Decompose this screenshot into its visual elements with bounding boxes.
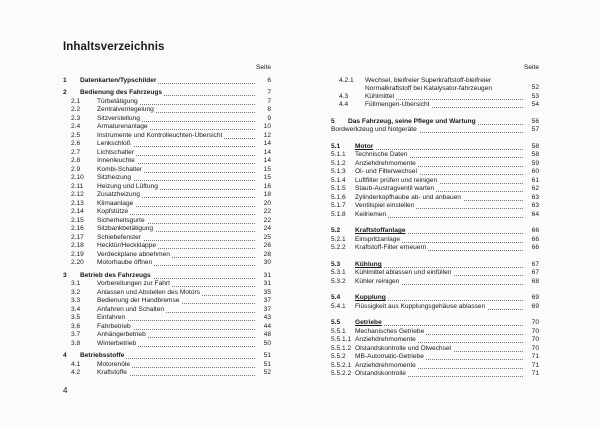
- toc-entry: [63, 174, 271, 183]
- toc-entry: [63, 106, 271, 115]
- toc-entry: [331, 269, 539, 278]
- toc-entry-number: 4.4: [339, 101, 349, 109]
- toc-entry-page: 35: [255, 289, 271, 298]
- toc-entry-title: Öl- und Filterwechsel: [355, 168, 417, 176]
- toc-entry-number: 5.3: [331, 260, 341, 268]
- toc-entry-title: Kühlmittel ablassen und einfüllen: [355, 269, 452, 277]
- toc-entry: [331, 185, 539, 194]
- toc-section-entry: [63, 272, 271, 281]
- toc-entry-number: 2.8: [71, 157, 81, 164]
- toc-entry-page: 9: [255, 115, 271, 124]
- toc-entry-page: 26: [255, 242, 271, 251]
- toc-entry-page: 15: [255, 166, 271, 175]
- toc-entry-title: Sitzheizung: [97, 174, 132, 181]
- toc-entry-page: 58: [523, 151, 539, 160]
- toc-entry-title: Kraftstoff-Filter erneuern: [355, 244, 427, 252]
- toc-entry: [331, 126, 539, 135]
- toc-entry-title: Verdeckplane abnehmen: [97, 250, 170, 258]
- toc-entry: [331, 177, 539, 186]
- toc-entry: [331, 160, 539, 169]
- toc-entry-title: MB-Automatic-Getriebe: [355, 353, 424, 361]
- toc-entry: [63, 242, 271, 251]
- toc-entry: [63, 191, 271, 200]
- toc-entry: [63, 166, 271, 175]
- toc-entry-number: 5.3.2: [331, 277, 346, 285]
- toc-entry-page: 67: [523, 269, 539, 278]
- toc-entry-title: Staub-Austragventil warten: [355, 185, 435, 193]
- toc-entry: [63, 361, 271, 370]
- toc-entry-title: Zusatzheizung: [97, 191, 140, 198]
- toc-entry-number: 3.3: [71, 297, 81, 304]
- toc-entry-number: 5.1.4: [331, 176, 346, 184]
- toc-entry-page: 28: [255, 251, 271, 260]
- toc-entry: [63, 140, 271, 149]
- toc-entry: [63, 280, 271, 289]
- toc-entry: [63, 225, 271, 234]
- toc-entry: [63, 297, 271, 306]
- toc-entry-title: Anlassen und Abstellen des Motors: [97, 288, 200, 296]
- toc-entry-page: 71: [523, 353, 539, 362]
- toc-entry-page: 25: [255, 234, 271, 243]
- toc-entry-number: 5.1.1: [331, 151, 346, 159]
- toc-entry: [331, 101, 539, 110]
- toc-entry-title: Lenkschloß: [97, 140, 131, 147]
- toc-entry: [63, 157, 271, 166]
- toc-entry: [63, 98, 271, 107]
- toc-entry: [331, 194, 539, 203]
- toc-entry-title: Kopfstütze: [97, 208, 129, 215]
- toc-entry-title: Armaturenanlage: [97, 123, 148, 130]
- toc-entry-title: Betrieb des Fahrzeugs: [80, 271, 151, 279]
- toc-entry-title: Anhängerbetrieb: [97, 331, 146, 338]
- toc-entry-number: 3.8: [71, 339, 81, 347]
- toc-entry-title: Lichtschalter: [97, 148, 135, 156]
- toc-entry: [331, 168, 539, 177]
- toc-entry-page: 70: [523, 345, 539, 354]
- toc-entry-number: 3.2: [71, 288, 81, 296]
- toc-entry-title: Kupplung: [355, 294, 386, 302]
- toc-entry-page: 58: [523, 143, 539, 152]
- toc-entry-title: Bedienung des Fahrzeugs: [80, 89, 163, 96]
- toc-entry-title: Hecktür/Heckklappe: [97, 242, 157, 249]
- toc-entry-number: 2.1: [71, 97, 81, 105]
- toc-entry-number: 2.9: [71, 165, 81, 173]
- toc-entry: [63, 234, 271, 243]
- toc-entry: [63, 331, 271, 340]
- toc-entry-title: Zentralverriegelung: [97, 106, 154, 113]
- toc-entry-number: 5.4.1: [331, 302, 346, 310]
- spacer: [331, 110, 539, 118]
- toc-entry-title: Kühlmittel: [365, 92, 394, 100]
- toc-entry-number: 3.6: [71, 322, 81, 330]
- toc-entry: [331, 227, 539, 236]
- toc-entry-page: 20: [255, 200, 271, 209]
- toc-entry-title: Wechsel, bleifreier Superkraftstoff-bleifreier Normalkraftstoff bei Katalysator-fahrzeugen: [365, 76, 493, 92]
- toc-entry: [331, 93, 539, 102]
- toc-entry-number: 2.5: [71, 131, 81, 139]
- toc-entry-number: 4.2.1: [339, 76, 354, 84]
- toc-entry-title: Anfahren und Schalten: [97, 305, 165, 313]
- toc-entry: [331, 236, 539, 245]
- toc-entry-number: 1: [63, 76, 67, 84]
- toc-entry-number: 2.6: [71, 140, 81, 147]
- toc-entry-title: Sicherheitsgurte: [97, 216, 145, 224]
- toc-entry-number: 5.5: [331, 319, 341, 327]
- toc-entry-number: 2.19: [71, 250, 84, 258]
- toc-entry-title: Innenleuchte: [97, 157, 135, 164]
- toc-entry-title: Luftfilter prüfen und reinigen: [355, 176, 438, 184]
- toc-entry-page: 31: [255, 272, 271, 281]
- toc-entry-title: Ölstandskontrolle: [355, 370, 406, 378]
- toc-entry-title: Mechanisches Getriebe: [355, 327, 425, 335]
- toc-entry-number: 5.5.2.1: [331, 361, 352, 369]
- toc-entry-title: Motorenöle: [97, 360, 130, 368]
- toc-entry: [331, 244, 539, 253]
- toc-entry: [63, 369, 271, 378]
- toc-entry-title: Sitzbankbetätigung: [97, 225, 154, 232]
- toc-entry-number: 5.1: [331, 142, 341, 150]
- column-header-seite: Seite: [523, 64, 539, 71]
- toc-entry-title: Motor: [355, 142, 374, 150]
- toc-entry-title: Anziehdrehmomente: [355, 336, 416, 344]
- toc-entry: [331, 294, 539, 303]
- toc-entry-page: 31: [255, 280, 271, 289]
- toc-entry-number: 5.1.6: [331, 193, 346, 201]
- toc-entry-page: 54: [523, 101, 539, 110]
- toc-entry: [331, 319, 539, 328]
- toc-entry: [63, 200, 271, 209]
- toc-entry-title: Einfahren: [97, 314, 126, 321]
- toc-entry-page: 70: [523, 328, 539, 337]
- toc-entry-title: Flüssigkeit aus Kupplungsgehäuse ablassen: [355, 302, 486, 310]
- toc-entry-page: 66: [523, 236, 539, 245]
- toc-entry: [331, 328, 539, 337]
- toc-entry-page: 6: [255, 77, 271, 86]
- toc-entry-number: 2.16: [71, 225, 84, 232]
- toc-entry: [331, 202, 539, 211]
- toc-section-entry: [63, 77, 271, 86]
- toc-entry-number: 5.2.1: [331, 235, 346, 243]
- toc-entry: [63, 217, 271, 226]
- toc-entry: [63, 251, 271, 260]
- spacer: [331, 253, 539, 261]
- toc-entry-number: 2: [63, 89, 67, 96]
- toc-entry: [63, 183, 271, 192]
- toc-entry-page: 71: [523, 370, 539, 379]
- toc-entry-number: 2.15: [71, 216, 84, 224]
- toc-entry-title: Getriebe: [355, 319, 382, 327]
- toc-entry-title: Kombi-Schalter: [97, 165, 143, 173]
- toc-entry-number: 3.4: [71, 305, 81, 313]
- toc-entry-page: 14: [255, 149, 271, 158]
- toc-entry-number: 5.1.8: [331, 210, 346, 218]
- toc-entry-number: 4.3: [339, 92, 349, 100]
- toc-entry-title: Einspritzanlage: [355, 235, 401, 243]
- toc-entry-number: 5.1.7: [331, 202, 346, 210]
- toc-entry-title: Schiebefenster: [97, 233, 141, 241]
- toc-entry-page: 16: [255, 183, 271, 192]
- toc-entry: [331, 345, 539, 354]
- toc-entry-page: 15: [255, 174, 271, 183]
- spacer: [331, 135, 539, 143]
- toc-entry-page: 61: [523, 177, 539, 186]
- toc-entry-title: Klimaanlage: [97, 199, 134, 207]
- toc-entry-number: 5.5.1: [331, 327, 346, 335]
- toc-entry: [331, 151, 539, 160]
- toc-entry-page: 71: [523, 362, 539, 371]
- toc-section-entry: [331, 118, 539, 127]
- toc-entry-title: Füllmengen-Übersicht: [365, 101, 430, 109]
- toc-entry-number: 2.17: [71, 233, 84, 241]
- toc-entry-title: Betriebsstoffe: [80, 352, 125, 359]
- toc-entry: [63, 340, 271, 349]
- toc-entry: [63, 306, 271, 315]
- toc-entry-title: Datenkarten/Typschilder: [80, 76, 157, 84]
- toc-entry-number: 5.5.2: [331, 353, 346, 361]
- toc-entry-page: 52: [255, 369, 271, 378]
- toc-entry-page: 51: [255, 361, 271, 370]
- toc-entry-page: 56: [523, 118, 539, 127]
- toc-entry-page: 37: [255, 297, 271, 306]
- toc-entry-title: Zylinderkopfhaube ab- und anbauen: [355, 193, 461, 201]
- toc-entry-title: Bordwerkzeug und Notgeräte: [331, 126, 417, 134]
- toc-entry-number: 3.5: [71, 314, 81, 321]
- toc-entry-page: 60: [523, 168, 539, 177]
- toc-entry-number: 2.11: [71, 182, 84, 190]
- toc-entry-page: 14: [255, 140, 271, 149]
- toc-entry-page: 44: [255, 323, 271, 332]
- toc-entry: [331, 336, 539, 345]
- toc-entry-page: 69: [523, 303, 539, 312]
- toc-entry: [63, 323, 271, 332]
- toc-entry: [63, 123, 271, 132]
- toc-entry-title: Sitzverstellung: [97, 114, 140, 122]
- toc-entry-title: Anziehdrehmomente: [355, 361, 416, 369]
- toc-entry-title: Keilriemen: [355, 210, 387, 218]
- toc-entry-page: 68: [523, 278, 539, 287]
- toc-entry-number: 5.4: [331, 294, 341, 302]
- toc-entry-page: 63: [523, 194, 539, 203]
- toc-entry-number: 5.5.1.2: [331, 344, 352, 352]
- toc-entry-page: 67: [523, 261, 539, 270]
- toc-entry: [63, 115, 271, 124]
- toc-entry-page: 12: [255, 132, 271, 141]
- toc-entry-page: 63: [523, 202, 539, 211]
- toc-entry-page: 43: [255, 314, 271, 323]
- toc-entry-number: 2.3: [71, 114, 81, 122]
- toc-entry-page: 24: [255, 225, 271, 234]
- toc-entry-number: 5.1.5: [331, 185, 346, 193]
- toc-entry-number: 5.1.2: [331, 159, 346, 167]
- toc-entry-page: 51: [255, 352, 271, 361]
- toc-entry-page: 62: [523, 185, 539, 194]
- toc-entry: [63, 289, 271, 298]
- toc-entry-number: 5.5.2.2: [331, 370, 352, 378]
- toc-entry-number: 3: [63, 271, 67, 279]
- toc-entry-title: Bedienung der Handbremse: [97, 297, 180, 304]
- toc-entry-number: 2.12: [71, 191, 84, 198]
- toc-entry-page: 48: [255, 331, 271, 340]
- toc-entry: [331, 278, 539, 287]
- page-title: Inhaltsverzeichnis: [63, 41, 165, 53]
- toc-entry-title: Ventilspiel einstellen: [355, 202, 415, 210]
- spacer: [331, 311, 539, 319]
- toc-entry-page: 30: [255, 259, 271, 268]
- toc-entry-page: 70: [523, 336, 539, 345]
- spacer: [331, 219, 539, 227]
- toc-entry: [63, 259, 271, 268]
- toc-entry-page: 52: [523, 84, 539, 93]
- page-number: 4: [63, 386, 68, 395]
- toc-entry: [63, 149, 271, 158]
- toc-entry-title: Kraftstoffe: [97, 369, 127, 376]
- toc-entry-title: Kühlung: [355, 260, 382, 268]
- toc-section-entry: [63, 89, 271, 98]
- toc-entry-page: 57: [523, 126, 539, 135]
- toc-entry-number: 5.2.2: [331, 244, 346, 252]
- toc-entry: [331, 353, 539, 362]
- toc-entry-page: 50: [255, 340, 271, 349]
- toc-entry-page: 14: [255, 157, 271, 166]
- toc-entry-number: 5: [331, 117, 335, 125]
- toc-entry: [331, 261, 539, 270]
- dot-leader: [355, 149, 523, 150]
- toc-entry-number: 2.2: [71, 106, 81, 113]
- toc-entry: [331, 362, 539, 371]
- toc-entry-title: Technische Daten: [355, 151, 408, 159]
- toc-entry-title: Kraftstoffanlage: [355, 227, 406, 235]
- toc-entry-title: Winterbetrieb: [97, 339, 137, 347]
- toc-entry-page: 69: [523, 294, 539, 303]
- toc-entry-title: Fahrbetrieb: [97, 322, 131, 330]
- toc-entry-number: 4: [63, 352, 67, 359]
- toc-entry-page: 53: [523, 93, 539, 102]
- toc-entry-number: 2.7: [71, 148, 81, 156]
- toc-entry-number: 4.2: [71, 369, 81, 376]
- column-header-seite: Seite: [255, 64, 271, 71]
- spacer: [331, 286, 539, 294]
- toc-entry-page: 7: [255, 89, 271, 98]
- toc-entry-title: Anziehdrehmomente: [355, 159, 416, 167]
- toc-entry-page: 64: [523, 211, 539, 220]
- toc-entry-number: 4.1: [71, 360, 81, 368]
- toc-entry-number: 3.1: [71, 280, 81, 287]
- toc-entry-page: 70: [523, 319, 539, 328]
- toc-entry: [331, 303, 539, 312]
- toc-section-entry: [63, 352, 271, 361]
- toc-entry: [63, 132, 271, 141]
- toc-entry-page: 18: [255, 191, 271, 200]
- toc-entry-title: Das Fahrzeug, seine Pflege und Wartung: [348, 117, 476, 125]
- toc-entry-number: 2.14: [71, 208, 84, 215]
- toc-entry-number: 5.1.3: [331, 168, 346, 176]
- toc-entry-page: 66: [523, 227, 539, 236]
- toc-entry: [331, 370, 539, 379]
- toc-entry-page: 59: [523, 160, 539, 169]
- toc-entry-title: Kühler reinigen: [355, 277, 400, 285]
- toc-entry-page: 10: [255, 123, 271, 132]
- toc-entry-number: 3.7: [71, 331, 81, 338]
- toc-entry-title: Instrumente und Kontrolleuchten-Übersicht: [97, 131, 223, 139]
- toc-entry-number: 2.18: [71, 242, 84, 249]
- toc-entry-title: Vorbereitungen zur Fahrt: [97, 280, 170, 287]
- toc-entry-title: Türbetätigung: [97, 97, 138, 105]
- toc-entry-number: 5.5.1.1: [331, 336, 352, 344]
- toc-entry-page: 37: [255, 306, 271, 315]
- toc-entry: [331, 77, 539, 93]
- toc-entry-number: 5.3.1: [331, 269, 346, 277]
- toc-entry: [63, 314, 271, 323]
- toc-entry-title: Ölstandskontrolle und Ölwechsel: [355, 344, 452, 352]
- toc-entry-page: 22: [255, 217, 271, 226]
- toc-entry-number: 5.2: [331, 227, 341, 235]
- toc-entry: [63, 208, 271, 217]
- toc-entry-number: 2.20: [71, 259, 84, 266]
- toc-entry-title: Motorhaube öffnen: [97, 259, 153, 266]
- toc-entry-page: 8: [255, 106, 271, 115]
- toc-entry: [331, 211, 539, 220]
- toc-entry-page: 22: [255, 208, 271, 217]
- toc-column-right: [331, 64, 539, 379]
- toc-entry-page: 66: [523, 244, 539, 253]
- toc-entry-page: 7: [255, 98, 271, 107]
- toc-column-left: [63, 64, 271, 378]
- toc-entry-number: 2.4: [71, 123, 81, 130]
- toc-entry: [331, 143, 539, 152]
- toc-entry-number: 2.13: [71, 199, 84, 207]
- toc-entry-number: 2.10: [71, 174, 84, 181]
- toc-entry-title: Heizung und Lüftung: [97, 182, 158, 190]
